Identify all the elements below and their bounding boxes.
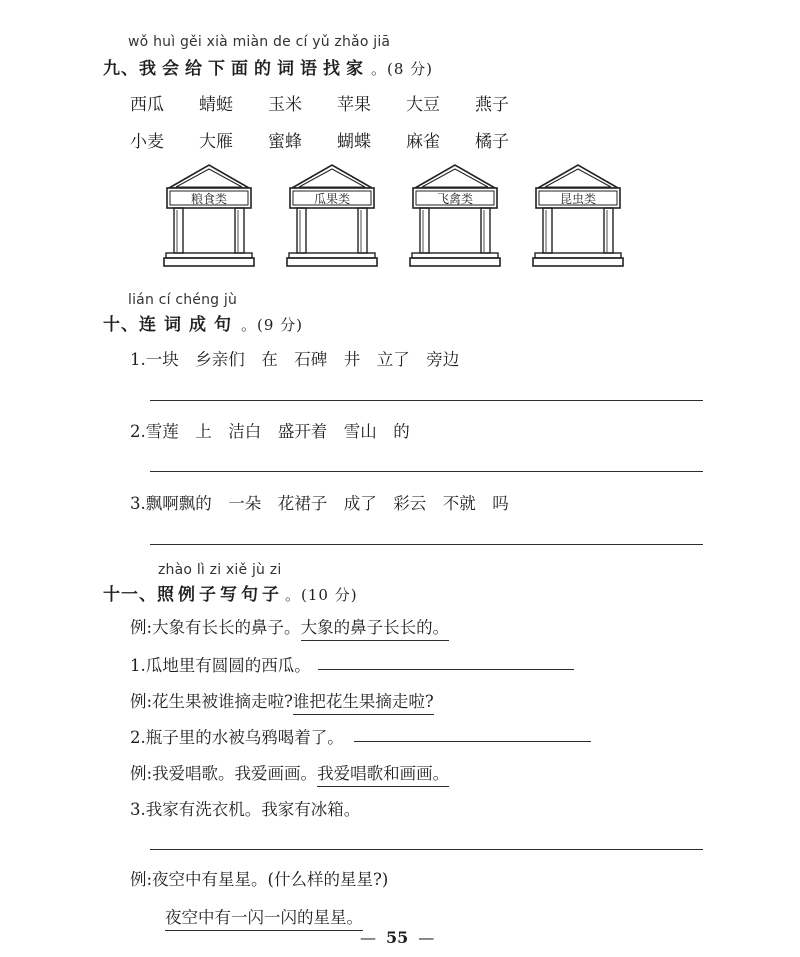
example-1-answer: 大象的鼻子长长的。	[301, 618, 450, 641]
example-4-answer-wrap	[165, 904, 363, 928]
house-label: 昆虫类	[559, 192, 597, 206]
example-2-answer: 谁把花生果摘走啦?	[293, 692, 434, 715]
house-label: 瓜果类	[313, 192, 351, 206]
example-3-prefix: 例:我爱唱歌。我爱画画。	[130, 764, 318, 783]
word-item: 蜻蜓	[199, 95, 233, 115]
footer-dash-right: —	[418, 928, 435, 947]
house-insect	[533, 165, 623, 266]
answer-line[interactable]	[354, 741, 591, 742]
question-1: 1.瓜地里有圆圆的西瓜。	[130, 656, 311, 675]
word-item: 大雁	[199, 132, 233, 152]
house-label: 飞禽类	[436, 192, 474, 206]
word-row-2	[130, 127, 544, 152]
word-item: 大豆	[406, 95, 440, 115]
section9-title: 我会给下面的词语找家	[139, 59, 369, 79]
section10-title: 连词成句	[139, 315, 239, 335]
page-footer	[360, 928, 434, 947]
example-1	[130, 614, 449, 638]
section11-number: 十一、	[103, 585, 157, 605]
answer-line[interactable]	[150, 471, 703, 472]
house-grain	[164, 165, 254, 266]
section10-pinyin: lián cí chéng jù	[128, 292, 238, 308]
word-item: 小麦	[130, 132, 164, 152]
word-item: 麻雀	[406, 132, 440, 152]
word-item: 燕子	[475, 95, 509, 115]
house-label: 粮食类	[190, 192, 228, 206]
example-1-prefix: 例:大象有长长的鼻子。	[130, 618, 301, 637]
word-item: 蝴蝶	[337, 132, 371, 152]
section10-item-3: 3.飘啊飘的 一朵 花裙子 成了 彩云 不就 吗	[130, 494, 509, 513]
section10-item-2: 2.雪莲 上 洁白 盛开着 雪山 的	[130, 422, 410, 441]
section9-pinyin: wǒ huì gěi xià miàn de cí yǔ zhǎo jiā	[128, 34, 391, 50]
answer-line[interactable]	[150, 849, 703, 850]
houses-figure	[160, 160, 650, 272]
word-row-1	[130, 90, 544, 115]
section10-item-1: 1.一块 乡亲们 在 石碑 井 立了 旁边	[130, 350, 460, 369]
word-item: 苹果	[337, 95, 371, 115]
house-fruit	[287, 165, 377, 266]
example-2	[130, 688, 434, 712]
example-4-prefix: 例:夜空中有星星。(什么样的星星?)	[130, 870, 389, 889]
section10-heading	[103, 310, 303, 335]
example-2-prefix: 例:花生果被谁摘走啦?	[130, 692, 293, 711]
word-item: 玉米	[268, 95, 302, 115]
house-bird	[410, 165, 500, 266]
question-3: 3.我家有洗衣机。我家有冰箱。	[130, 800, 361, 819]
section11-pinyin: zhào lì zi xiě jù zi	[158, 562, 282, 578]
example-3-answer: 我爱唱歌和画画。	[317, 764, 449, 787]
section9-number: 九、	[103, 59, 139, 79]
word-item: 西瓜	[130, 95, 164, 115]
section9-heading	[103, 54, 433, 79]
section11-title: 照例子写句子	[157, 585, 283, 605]
page-number: 55	[386, 928, 409, 947]
example-4-answer: 夜空中有一闪一闪的星星。	[165, 908, 363, 931]
example-3	[130, 760, 449, 784]
answer-line[interactable]	[150, 544, 703, 545]
section10-score: 。(9 分)	[241, 316, 304, 334]
answer-line[interactable]	[318, 669, 574, 670]
word-item: 橘子	[475, 132, 509, 152]
footer-dash-left: —	[360, 928, 376, 947]
answer-line[interactable]	[150, 400, 703, 401]
section11-score: 。(10 分)	[285, 586, 358, 604]
section10-number: 十、	[103, 315, 139, 335]
section11-heading	[103, 580, 358, 605]
section9-score: 。(8 分)	[371, 60, 434, 78]
question-2: 2.瓶子里的水被乌鸦喝着了。	[130, 728, 344, 747]
word-item: 蜜蜂	[268, 132, 302, 152]
